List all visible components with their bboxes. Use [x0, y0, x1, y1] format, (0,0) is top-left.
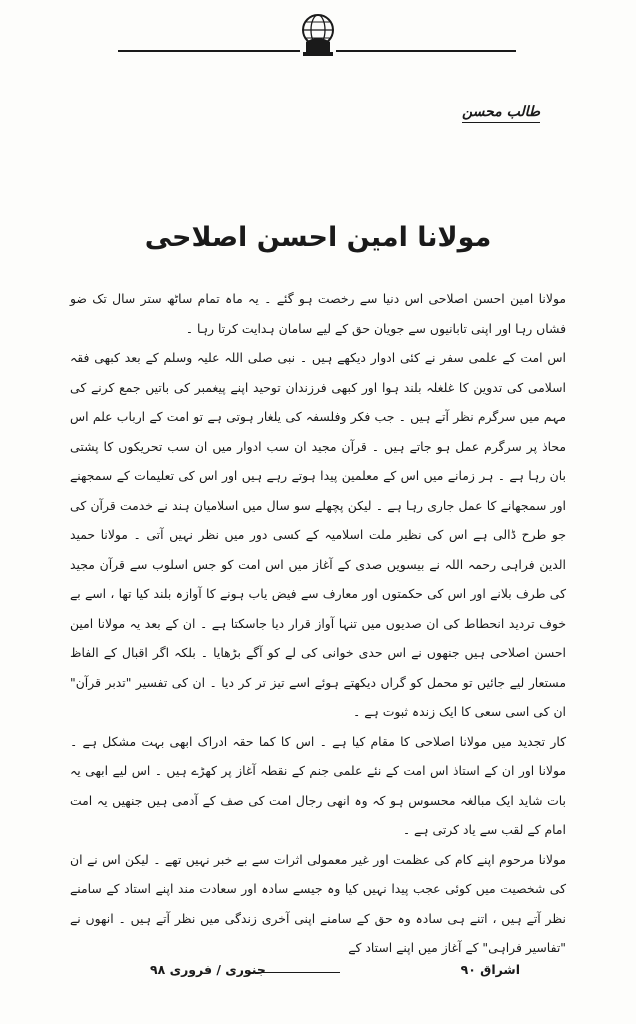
paragraph-1: مولانا امین احسن اصلاحی اس دنیا سے رخصت ہو گئے ۔ یہ ماہ تمام ساٹھ ستر سال تک ضو فشاں رہا اور اپنی تابانیوں سے جویان حق کے لیے سامان ہدایت کرتا رہا ۔	[70, 291, 566, 336]
footer-journal-page: اشراق ۹۰	[460, 962, 520, 977]
article-title: مولانا امین احسن اصلاحی	[144, 222, 492, 253]
paragraph-2: اس امت کے علمی سفر نے کئی ادوار دیکھے ہیں ۔ نبی صلی اللہ علیہ وسلم کے بعد کبھی فقہ اسلامی کی تدوین کا غلغلہ بلند ہوا اور کبھی فرزندان توحید اپنے پیغمبر کی باتیں جمع کرنے کی مہم میں سرگرم نظر آتے ہیں ۔ جب فکر وفلسفہ کی یلغار ہوتی ہے تو امت کے ارباب علم اس محاذ پر سرگرم عمل ہو جاتے ہیں ۔ قرآن مجید ان سب ادوار میں ان سب تحریکوں کا پشتی بان رہا ہے ۔ ہر زمانے میں اس کے معلمین پیدا ہوتے رہے ہیں اور اس کی تعلیمات کے سمجھنے اور سمجھانے کا عمل جاری رہا ہے ۔ لیکن پچھلے سو سال میں اسلامیان ہند نے خدمت قرآن کی جو طرح ڈالی ہے اس کی نظیر ملت اسلامیہ کے کسی دور میں نظر نہیں آتی ۔ مولانا حمید الدین فراہی رحمہ اللہ نے بیسویں صدی کے آغاز میں اس امت کو جس اسلوب سے قرآن مجید کی طرف بلانے اور اس کی حکمتوں اور معارف سے فیض یاب ہونے کا آوازہ بلند کیا تھا ، اسے بے خوف تردید انحطاط کی ان صدیوں میں تنہا آواز قرار دیا جاسکتا ہے ۔ ان کے بعد یہ مولانا امین احسن اصلاحی ہیں جنھوں نے اس حدی خوانی کی لے کو آگے بڑھایا ۔ بلکہ اگر اقبال کے الفاظ مستعار لیے جائیں تو محمل کو گراں دیکھتے ہوئے اسے تیز تر کر دیا ۔ ان کی تفسیر "تدبر قرآن" ان کی اسی سعی کا ایک زندہ ثبوت ہے ۔	[70, 350, 566, 719]
footer-issue-date: جنوری / فروری ۹۸	[150, 962, 266, 977]
globe-emblem-icon	[299, 12, 337, 58]
paragraph-4: مولانا مرحوم اپنے کام کی عظمت اور غیر معمولی اثرات سے بے خبر نہیں تھے ۔ لیکن اس نے ان کی شخصیت میں کوئی عجب پیدا نہیں کیا وہ جیسے سادہ اور سعادت مند اپنے استاد کے سامنے نظر آتے ہیں ، اتنے ہی سادہ وہ حق کے سامنے اپنی آخری زندگی میں نظر آتے ہیں ۔ انھوں نے "تفاسیر فراہی" کے آغاز میں اپنے استاد کے	[70, 851, 566, 955]
article-body	[70, 284, 566, 963]
author-name: طالب محسن	[462, 104, 540, 123]
page-footer	[120, 962, 520, 986]
paragraph-3: کار تجدید میں مولانا اصلاحی کا مقام کیا ہے ۔ اس کا کما حقہ ادراک ابھی بہت مشکل ہے ۔ مولانا اور ان کے استاذ اس امت کے نئے علمی جنم کے نقطہ آغاز پر کھڑے ہیں ۔ اس لیے ابھی یہ بات شاید ایک مبالغہ محسوس ہو کہ وہ انھی رجال امت کی صف کے آدمی ہیں جنھیں یہ امت امام کے لقب سے یاد کرتی ہے ۔	[70, 733, 566, 837]
header-rule-left	[118, 50, 300, 52]
header-rule-right	[336, 50, 516, 52]
